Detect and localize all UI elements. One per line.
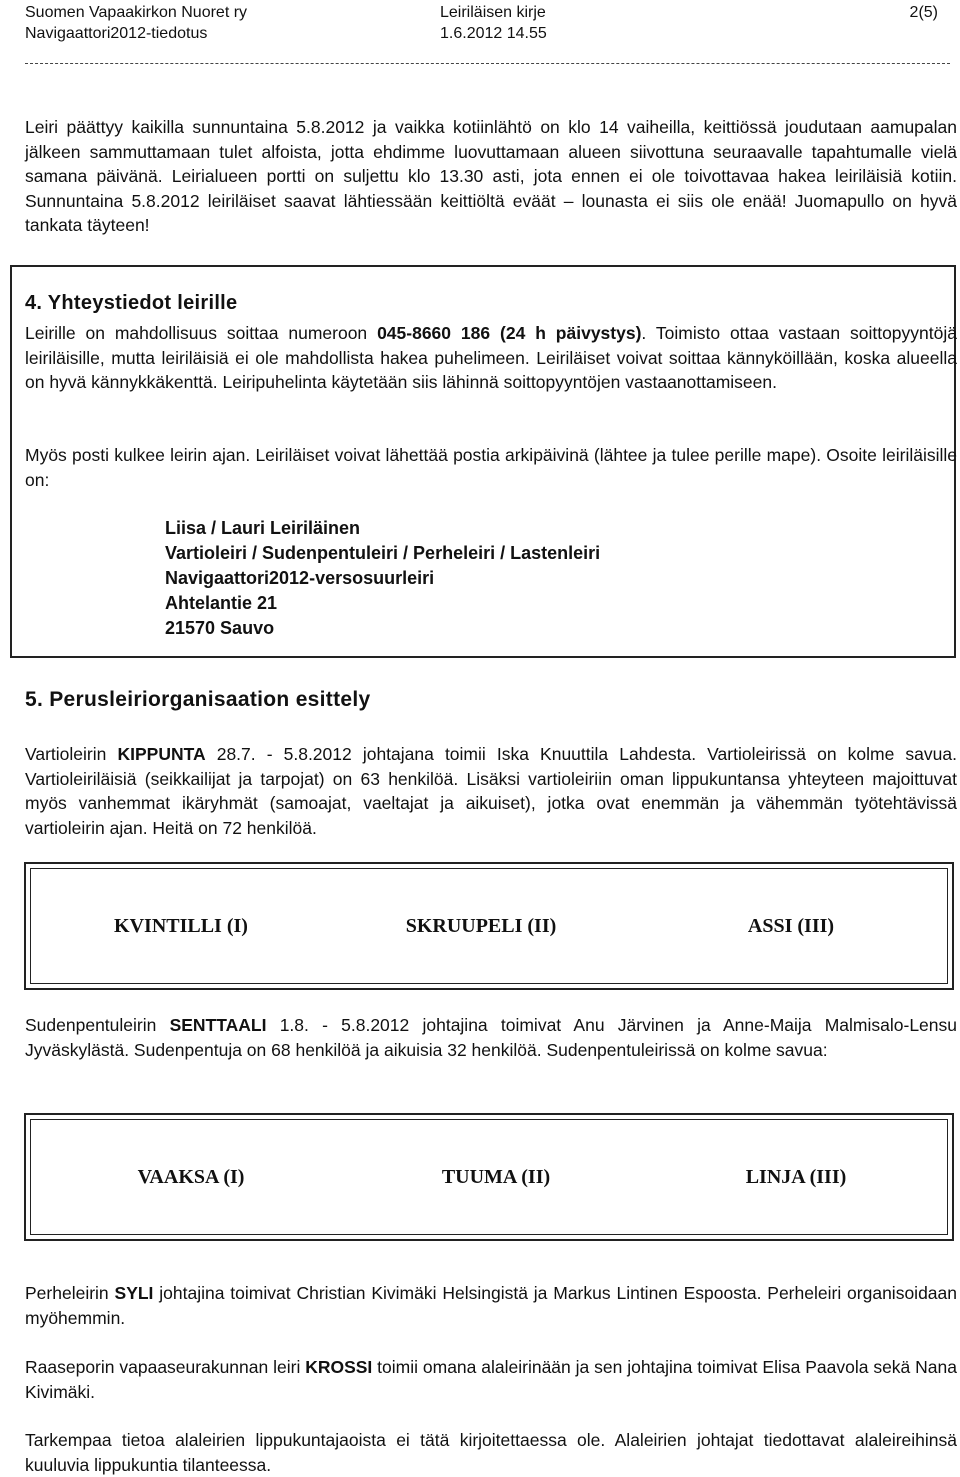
section-5-heading: 5. Perusleiriorganisaation esittely <box>25 688 371 711</box>
doc-date: 1.6.2012 14.55 <box>440 25 547 42</box>
vartio-text-pre: Vartioleirin <box>25 744 118 764</box>
closing-paragraph: Tarkempaa tietoa alaleirien lippukuntajaoista ei tätä kirjoitettaessa ole. Alaleirien johtajat tiedottavat alaleireihinsä kuuluvia lippukuntia tilanteessa. <box>25 1430 957 1475</box>
header-divider <box>25 63 950 64</box>
vartioleiri-groups-box <box>24 862 954 990</box>
perheleiri-paragraph <box>25 1281 957 1330</box>
doc-subtitle: Navigaattori2012-tiedotus <box>25 25 208 42</box>
address-line: 21570 Sauvo <box>165 618 275 638</box>
krossi-camp-name: KROSSI <box>305 1357 373 1377</box>
perhe-text-post: johtajina toimivat Christian Kivimäki Helsingistä ja Markus Lintinen Espoosta. Perheleiri organisoidaan myöhemmin. <box>25 1283 957 1328</box>
address-line: Navigaattori2012-versosuurleiri <box>165 568 435 588</box>
phone-number: 045-8660 186 (24 h päivystys) <box>377 323 642 343</box>
group-label: TUUMA (II) <box>441 1165 551 1188</box>
vartio-camp-name: KIPPUNTA <box>117 744 206 764</box>
intro-paragraph: Leiri päättyy kaikilla sunnuntaina 5.8.2012 ja vaikka kotiinlähtö on klo 14 vaiheilla, keittiössä joudutaan aamupalan jälkeen sammuttamaan tulet alfoista, jotta ehdimme luovuttamaan alueen siivottuna seuraavalle tapahtumalle vielä samana päivänä. Leirialueen portti on suljettu klo 13.30 asti, jota ennen ei ole toivottavaa hakea leiriläisiä kotiin. Sunnuntaina 5.8.2012 leiriläiset saavat lähtiessään keittiöltä eväät – lounasta ei siis ole enää! Juomapullo on hyvä tankata täyteen! <box>25 117 957 236</box>
camp-address <box>165 516 600 641</box>
phone-text-post: . Toimisto ottaa vastaan soittopyyntöjä leiriläisille, mutta leiriläisiä ei ole mahdollista hakea puhelimeen. Leiriläiset voivat soittaa kännyköillään, koska alueella on hyvä kännykkäkenttä. Leiripuhelinta käytetään siis lähinnä soittopyyntöjen vastaanottamiseen. <box>25 323 957 393</box>
group-label: LINJA (III) <box>745 1165 847 1188</box>
krossi-paragraph <box>25 1355 957 1404</box>
address-line: Vartioleiri / Sudenpentuleiri / Perheleiri / Lastenleiri <box>165 543 601 563</box>
section-4-heading: 4. Yhteystiedot leirille <box>25 292 238 314</box>
group-label: SKRUUPELI (II) <box>405 914 557 937</box>
perhe-camp-name: SYLI <box>114 1283 154 1303</box>
sudenpentuleiri-paragraph <box>25 1013 957 1062</box>
krossi-text-pre: Raaseporin vapaaseurakunnan leiri <box>25 1357 306 1377</box>
group-label: KVINTILLI (I) <box>114 914 248 937</box>
header-center <box>440 2 547 44</box>
header-left <box>25 2 247 44</box>
group-label: VAAKSA (I) <box>137 1165 245 1188</box>
address-line: Liisa / Lauri Leiriläinen <box>165 518 361 538</box>
group-label: ASSI (III) <box>747 914 835 937</box>
suden-text-post: 1.8. - 5.8.2012 johtajina toimivat Anu Järvinen ja Anne-Maija Malmisalo-Lensu Jyväskylästä. Sudenpentuja on 68 henkilöä ja aikuisia 32 henkilöä. Sudenpentuleirissä on kolme savua: <box>25 1015 957 1060</box>
page-number: 2(5) <box>909 4 938 21</box>
section-4-phone-paragraph <box>25 321 957 395</box>
sudenpentuleiri-groups-box <box>24 1113 954 1241</box>
org-name: Suomen Vapaakirkon Nuoret ry <box>25 4 248 21</box>
vartio-text-post: 28.7. - 5.8.2012 johtajana toimii Iska Knuuttila Lahdesta. Vartioleirissä on kolme savua. Vartioleiriläisiä (seikkailijat ja tarpojat) on 63 henkilöä. Lisäksi vartioleiriin oman lippukuntansa yhteyteen majoittuvat myös vanhemmat ikäryhmät (samoajat, vaeltajat ja aikuiset), jotka ovat enemmän ja vähemmän työtehtävissä vartioleirin ajan. Heitä on 72 henkilöä. <box>25 744 957 838</box>
vartioleiri-paragraph <box>25 742 957 840</box>
suden-camp-name: SENTTAALI <box>169 1015 267 1035</box>
perhe-text-pre: Perheleirin <box>25 1283 115 1303</box>
doc-title: Leiriläisen kirje <box>440 4 546 21</box>
krossi-text-post: toimii omana alaleirinään ja sen johtajina toimivat Elisa Paavola sekä Nana Kivimäki. <box>25 1357 957 1402</box>
address-line: Ahtelantie 21 <box>165 593 278 613</box>
section-4-mail-paragraph: Myös posti kulkee leirin ajan. Leiriläiset voivat lähettää postia arkipäivinä (lähtee ja tulee perille mape). Osoite leiriläisille on: <box>25 445 957 490</box>
phone-text-pre: Leirille on mahdollisuus soittaa numeroon <box>25 323 378 343</box>
suden-text-pre: Sudenpentuleirin <box>25 1015 170 1035</box>
